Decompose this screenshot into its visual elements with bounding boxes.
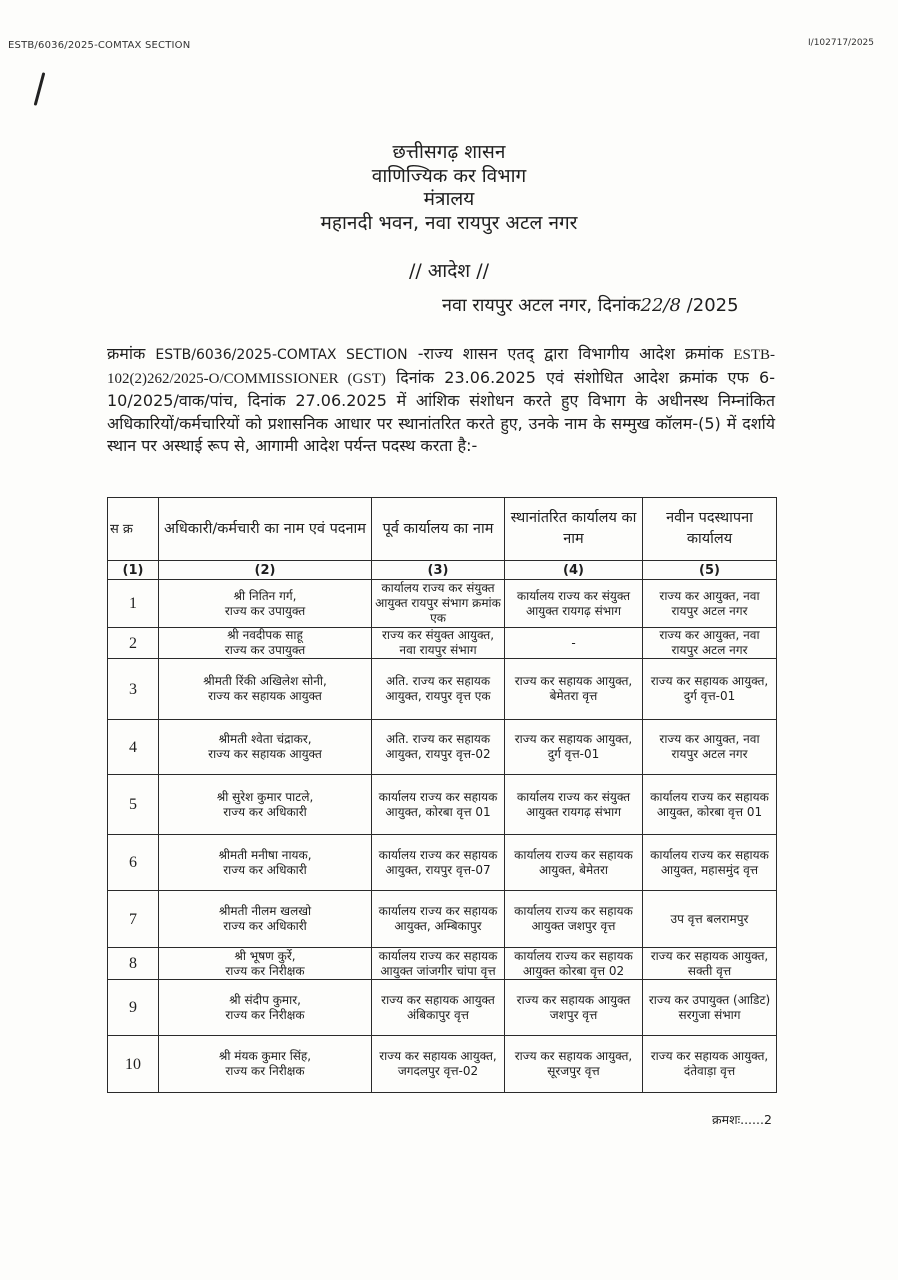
name-cell	[159, 948, 372, 980]
officer-name: श्री मंयक कुमार सिंह,	[218, 1049, 312, 1063]
table-row	[108, 1036, 777, 1093]
serial-number: 10	[125, 1055, 141, 1073]
address-heading: महानदी भवन, नवा रायपुर अटल नगर	[320, 212, 578, 234]
transferred-office: -	[571, 635, 576, 650]
previous-office: कार्यालय राज्य कर सहायक आयुक्त, अम्बिकापुर	[378, 904, 498, 933]
previous-office-cell	[372, 891, 505, 948]
new-posting: राज्य कर आयुक्त, नवा रायपुर अटल नगर	[659, 732, 760, 761]
name-cell	[159, 1036, 372, 1093]
new-posting: राज्य कर आयुक्त, नवा रायपुर अटल नगर	[659, 588, 760, 618]
officer-designation: राज्य कर अधिकारी	[223, 804, 307, 819]
new-posting-cell	[643, 891, 777, 948]
new-posting: राज्य कर सहायक आयुक्त, सक्ती वृत्त	[650, 948, 769, 978]
transferred-office-cell	[505, 980, 643, 1036]
column-header-serial: स क्र	[108, 498, 159, 561]
place-date-year: /2025	[680, 295, 739, 316]
transferred-office: राज्य कर सहायक आयुक्त जशपुर वृत्त	[516, 992, 631, 1022]
officer-designation: राज्य कर निरीक्षक	[225, 1007, 305, 1022]
previous-office: कार्यालय राज्य कर सहायक आयुक्त, रायपुर वृत्त-07	[378, 847, 498, 877]
column-header-previous-office: पूर्व कार्यालय का नाम	[372, 498, 505, 561]
transfer-table	[107, 497, 777, 1093]
table-row	[108, 948, 777, 980]
previous-office: अति. राज्य कर सहायक आयुक्त, रायपुर वृत्त एक	[385, 674, 491, 703]
transferred-office: राज्य कर सहायक आयुक्त, सूरजपुर वृत्त	[514, 1049, 633, 1078]
name-cell	[159, 659, 372, 720]
table-header-row	[108, 498, 777, 561]
continued-marker: क्रमशः......2	[712, 1112, 772, 1127]
previous-office-cell	[372, 580, 505, 628]
officer-designation: राज्य कर सहायक आयुक्त	[208, 689, 322, 703]
handwritten-mark	[34, 72, 46, 106]
previous-office: राज्य कर सहायक आयुक्त, जगदलपुर वृत्त-02	[379, 1049, 497, 1078]
officer-designation: राज्य कर उपायुक्त	[224, 643, 306, 657]
officer-designation: राज्य कर निरीक्षक	[225, 1064, 305, 1078]
new-posting-cell	[643, 775, 777, 835]
previous-office: राज्य कर संयुक्त आयुक्त, नवा रायपुर संभाग	[381, 628, 495, 657]
new-posting: राज्य कर आयुक्त, नवा रायपुर अटल नगर	[659, 628, 760, 657]
officer-name: श्री नवदीपक साहू	[227, 628, 303, 642]
transferred-office: कार्यालय राज्य कर संयुक्त आयुक्त रायगढ़ संभाग	[516, 789, 631, 819]
serial-number-cell	[108, 835, 159, 891]
officer-designation: राज्य कर अधिकारी	[223, 919, 307, 933]
new-posting-cell	[643, 1036, 777, 1093]
serial-number-cell	[108, 891, 159, 948]
transferred-office-cell	[505, 1036, 643, 1093]
previous-office-cell	[372, 775, 505, 835]
transferred-office: कार्यालय राज्य कर सहायक आयुक्त, बेमेतरा	[514, 847, 633, 877]
serial-number-cell	[108, 1036, 159, 1093]
officer-designation: राज्य कर सहायक आयुक्त	[208, 747, 322, 761]
name-cell	[159, 980, 372, 1036]
previous-office-cell	[372, 1036, 505, 1093]
column-header-transferred-office: स्थानांतरित कार्यालय का नाम	[505, 498, 643, 561]
table-row	[108, 580, 777, 628]
paragraph-text: दिनांक 23.06.2025 एवं संशोधित आदेश क्रमांक एफ 6-10/2025/वाक/पांच, दिनांक 27.06.2025 में आंशिक संशोधन करते हुए विभाग के अधीनस्थ निम्नांकित अधिकारियों/कर्मचारियों को प्रशासनिक आधार पर स्थानांतरित करते हुए, उनके नाम के सम्मुख कॉलम-(5) में दर्शाये स्थान पर अस्थाई रूप से, आगामी आदेश पर्यन्त पदस्थ करता है:-	[107, 367, 776, 455]
new-posting-cell	[643, 659, 777, 720]
column-number: (1)	[108, 561, 159, 580]
name-cell	[159, 775, 372, 835]
order-paragraph	[107, 343, 775, 458]
new-posting-cell	[643, 628, 777, 659]
transferred-office: कार्यालय राज्य कर संयुक्त आयुक्त रायगढ़ संभाग	[516, 588, 631, 618]
column-number: (3)	[372, 561, 505, 580]
officer-name: श्रीमती श्वेता चंद्राकर,	[218, 732, 312, 746]
officer-name: श्री भूषण कुर्रे,	[234, 948, 296, 963]
new-posting: कार्यालय राज्य कर सहायक आयुक्त, महासमुंद वृत्त	[650, 847, 769, 877]
previous-office: राज्य कर सहायक आयुक्त अंबिकापुर वृत्त	[381, 992, 495, 1022]
previous-office-cell	[372, 628, 505, 659]
table-row	[108, 775, 777, 835]
officer-name: श्री नितिन गर्ग,	[233, 588, 297, 603]
place-date-prefix: नवा रायपुर अटल नगर, दिनांक	[442, 295, 641, 316]
new-posting: राज्य कर सहायक आयुक्त, दंतेवाड़ा वृत्त	[650, 1049, 769, 1078]
transferred-office: कार्यालय राज्य कर सहायक आयुक्त कोरबा वृत्त 02	[514, 948, 633, 978]
name-cell	[159, 628, 372, 659]
officer-name: श्री संदीप कुमार,	[229, 992, 301, 1007]
serial-number: 2	[129, 634, 137, 652]
serial-number-cell	[108, 659, 159, 720]
new-posting-cell	[643, 980, 777, 1036]
new-posting: उप वृत्त बलरामपुर	[670, 911, 749, 926]
serial-number: 9	[129, 999, 137, 1016]
table-row	[108, 720, 777, 775]
officer-designation: राज्य कर उपायुक्त	[224, 603, 306, 618]
serial-number: 3	[129, 680, 137, 698]
serial-number: 7	[129, 910, 137, 928]
serial-number-cell	[108, 948, 159, 980]
transferred-office-cell	[505, 891, 643, 948]
paragraph-reference: ESTB/6036/2025-COMTAX SECTION	[155, 347, 408, 363]
transferred-office-cell	[505, 659, 643, 720]
new-posting-cell	[643, 948, 777, 980]
previous-office: अति. राज्य कर सहायक आयुक्त, रायपुर वृत्त-02	[385, 732, 491, 761]
transferred-office: कार्यालय राज्य कर सहायक आयुक्त जशपुर वृत्त	[514, 904, 633, 933]
new-posting-cell	[643, 580, 777, 628]
column-number: (5)	[643, 561, 777, 580]
name-cell	[159, 580, 372, 628]
previous-office-cell	[372, 835, 505, 891]
officer-name: श्री सुरेश कुमार पाटले,	[216, 789, 314, 804]
handwritten-date: 22/8	[640, 295, 681, 316]
department-heading: वाणिज्यिक कर विभाग	[371, 165, 527, 187]
name-cell	[159, 891, 372, 948]
transferred-office-cell	[505, 948, 643, 980]
paragraph-text: क्रमांक	[107, 344, 156, 363]
transferred-office-cell	[505, 775, 643, 835]
reference-number-right: I/102717/2025	[808, 38, 874, 48]
previous-office-cell	[372, 659, 505, 720]
column-header-new-posting: नवीन पदस्थापना कार्यालय	[643, 498, 777, 561]
officer-name: श्रीमती रिंकी अखिलेश सोनी,	[203, 674, 327, 688]
name-cell	[159, 720, 372, 775]
previous-office: कार्यालय राज्य कर सहायक आयुक्त, कोरबा वृत्त 01	[378, 789, 498, 819]
reference-number-left: ESTB/6036/2025-COMTAX SECTION	[8, 40, 191, 51]
serial-number-cell	[108, 720, 159, 775]
serial-number: 1	[129, 595, 137, 612]
order-title: // आदेश //	[408, 260, 490, 282]
new-posting-cell	[643, 720, 777, 775]
table-row	[108, 628, 777, 659]
transferred-office-cell	[505, 628, 643, 659]
transferred-office-cell	[505, 580, 643, 628]
serial-number: 8	[129, 955, 137, 972]
serial-number-cell	[108, 980, 159, 1036]
serial-number-cell	[108, 628, 159, 659]
new-posting: राज्य कर उपायुक्त (आडिट) सरगुजा संभाग	[648, 992, 771, 1022]
paragraph-text: -राज्य शासन एतद् द्वारा विभागीय आदेश क्रमांक	[407, 344, 734, 363]
new-posting: राज्य कर सहायक आयुक्त, दुर्ग वृत्त-01	[650, 674, 769, 703]
government-heading: छत्तीसगढ़ शासन	[392, 141, 506, 163]
table-row	[108, 835, 777, 891]
previous-office: कार्यालय राज्य कर सहायक आयुक्त जांजगीर चांपा वृत्त	[378, 948, 498, 978]
serial-number: 6	[129, 854, 137, 871]
transferred-office-cell	[505, 835, 643, 891]
previous-office-cell	[372, 720, 505, 775]
paragraph-reference: ESTB-102(2)262/2025-O/COMMISSIONER (GST)	[107, 347, 775, 387]
officer-designation: राज्य कर निरीक्षक	[225, 963, 305, 978]
new-posting-cell	[643, 835, 777, 891]
column-header-name: अधिकारी/कर्मचारी का नाम एवं पदनाम	[159, 498, 372, 561]
serial-number-cell	[108, 580, 159, 628]
ministry-heading: मंत्रालय	[423, 188, 475, 210]
table-row	[108, 659, 777, 720]
transferred-office-cell	[505, 720, 643, 775]
serial-number: 5	[129, 796, 137, 813]
previous-office-cell	[372, 948, 505, 980]
serial-number: 4	[129, 738, 137, 756]
table-row	[108, 980, 777, 1036]
transferred-office: राज्य कर सहायक आयुक्त, दुर्ग वृत्त-01	[514, 732, 633, 761]
previous-office-cell	[372, 980, 505, 1036]
name-cell	[159, 835, 372, 891]
serial-number-cell	[108, 775, 159, 835]
place-date	[442, 293, 739, 317]
column-number-row	[108, 561, 777, 580]
previous-office: कार्यालय राज्य कर संयुक्त आयुक्त रायपुर संभाग क्रमांक एक	[375, 581, 501, 625]
officer-designation: राज्य कर अधिकारी	[223, 862, 307, 877]
officer-name: श्रीमती नीलम खलखो	[218, 904, 312, 918]
column-number: (2)	[159, 561, 372, 580]
new-posting: कार्यालय राज्य कर सहायक आयुक्त, कोरबा वृत्त 01	[650, 789, 769, 819]
column-number: (4)	[505, 561, 643, 580]
table-row	[108, 891, 777, 948]
officer-name: श्रीमती मनीषा नायक,	[218, 847, 312, 862]
transferred-office: राज्य कर सहायक आयुक्त, बेमेतरा वृत्त	[514, 674, 633, 703]
